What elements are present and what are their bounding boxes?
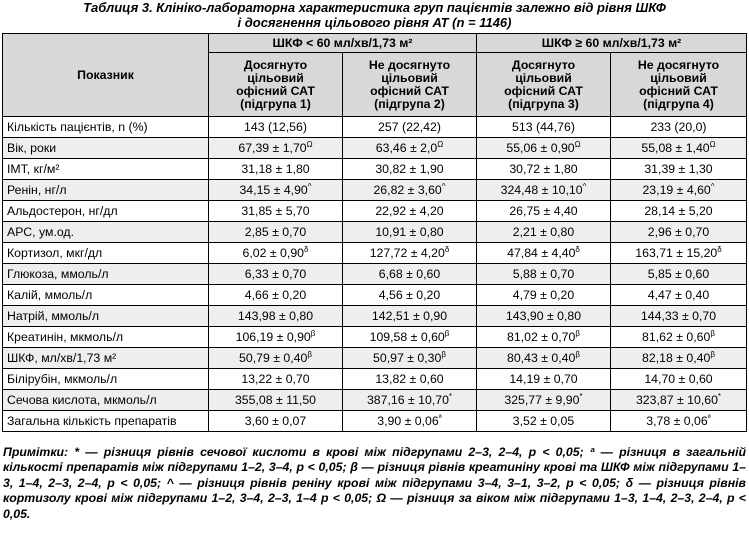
- cell-value: 10,91 ± 0,80: [375, 225, 444, 239]
- significance-mark: ^: [582, 181, 587, 191]
- row-label: Кортизол, мкг/дл: [3, 243, 209, 264]
- significance-mark: β: [307, 349, 312, 359]
- table-row: [3, 348, 747, 369]
- significance-mark: δ: [444, 244, 450, 254]
- table-row: [3, 222, 747, 243]
- cell-value: 22,92 ± 4,20: [375, 204, 444, 218]
- table-row: [3, 201, 747, 222]
- table-cell: [477, 117, 611, 138]
- header-subgroup-line: офісний САТ: [236, 83, 315, 98]
- table-cell: [209, 327, 343, 348]
- header-gfr-low: ШКФ < 60 мл/хв/1,73 м²: [209, 34, 477, 53]
- table-cell: [477, 201, 611, 222]
- cell-value: 143 (12,56): [244, 120, 307, 134]
- table-cell: [209, 138, 343, 159]
- table-row: [3, 159, 747, 180]
- row-label: Альдостерон, нг/дл: [3, 201, 209, 222]
- table-caption: [0, 0, 749, 30]
- row-label: Загальна кількість препаратів: [3, 411, 209, 432]
- table-cell: [343, 411, 477, 432]
- row-label: Сечова кислота, мкмоль/л: [3, 390, 209, 411]
- table-cell: [343, 285, 477, 306]
- cell-value: 6,33 ± 0,70: [244, 267, 307, 281]
- table-cell: [209, 159, 343, 180]
- header-subgroup-line: (підгрупа 4): [643, 96, 714, 111]
- significance-mark: Ω: [709, 139, 716, 149]
- header-subgroup-line: (підгрупа 1): [240, 96, 311, 111]
- header-subgroup-2: [343, 53, 477, 117]
- table-cell: [209, 390, 343, 411]
- table-cell: [343, 243, 477, 264]
- header-gfr-high: ШКФ ≥ 60 мл/хв/1,73 м²: [477, 34, 747, 53]
- significance-mark: Ω: [574, 139, 581, 149]
- cell-value: 4,66 ± 0,20: [244, 288, 307, 302]
- table-cell: [611, 180, 747, 201]
- row-label: Білірубін, мкмоль/л: [3, 369, 209, 390]
- row-label: ІМТ, кг/м²: [3, 159, 209, 180]
- significance-mark: β: [710, 328, 715, 338]
- cell-value: 6,02 ± 0,90: [242, 246, 304, 260]
- row-label: Вік, роки: [3, 138, 209, 159]
- header-subgroup-1: [209, 53, 343, 117]
- data-table: [2, 33, 747, 432]
- table-row: [3, 117, 747, 138]
- significance-mark: ^: [307, 181, 312, 191]
- cell-value: 23,19 ± 4,60: [642, 183, 711, 197]
- table-cell: [477, 285, 611, 306]
- table-cell: [611, 243, 747, 264]
- significance-mark: *: [717, 391, 722, 401]
- table-cell: [343, 138, 477, 159]
- significance-mark: Ω: [306, 139, 313, 149]
- table-cell: [611, 201, 747, 222]
- row-label: Натрій, ммоль/л: [3, 306, 209, 327]
- cell-value: 14,19 ± 0,70: [509, 372, 578, 386]
- table-cell: [209, 306, 343, 327]
- cell-value: 5,88 ± 0,70: [512, 267, 575, 281]
- header-subgroup-line: офісний САТ: [639, 83, 718, 98]
- cell-value: 4,79 ± 0,20: [512, 288, 575, 302]
- table-row: [3, 327, 747, 348]
- header-subgroup-line: цільовий: [381, 70, 438, 85]
- table-cell: [611, 285, 747, 306]
- table-cell: [611, 327, 747, 348]
- table-row: [3, 243, 747, 264]
- cell-value: 4,56 ± 0,20: [378, 288, 441, 302]
- table-cell: [477, 348, 611, 369]
- header-subgroup-line: Не досягнуто: [637, 57, 720, 72]
- cell-value: 47,84 ± 4,40: [507, 246, 576, 260]
- table-cell: [611, 138, 747, 159]
- header-subgroup-line: Досягнуто: [243, 57, 308, 72]
- cell-value: 106,19 ± 0,90: [235, 330, 311, 344]
- cell-value: 55,08 ± 1,40: [641, 141, 710, 155]
- table-cell: [611, 390, 747, 411]
- table-row: [3, 306, 747, 327]
- table-cell: [611, 159, 747, 180]
- header-subgroup-line: (підгрупа 3): [508, 96, 579, 111]
- header-subgroup-line: офісний САТ: [370, 83, 449, 98]
- significance-mark: *: [448, 391, 453, 401]
- table-cell: [611, 306, 747, 327]
- table-row: [3, 180, 747, 201]
- table-cell: [209, 201, 343, 222]
- cell-value: 81,02 ± 0,70: [507, 330, 576, 344]
- cell-value: 513 (44,76): [512, 120, 575, 134]
- significance-mark: ^: [441, 181, 446, 191]
- row-label: ШКФ, мл/хв/1,73 м²: [3, 348, 209, 369]
- table-cell: [209, 285, 343, 306]
- cell-value: 30,72 ± 1,80: [509, 162, 578, 176]
- table-cell: [343, 117, 477, 138]
- cell-value: 13,82 ± 0,60: [375, 372, 444, 386]
- caption-line-1: Таблиця 3. Клініко-лабораторна характеристика груп пацієнтів залежно від рівня ШКФ: [83, 0, 666, 15]
- table-cell: [209, 369, 343, 390]
- significance-mark: δ: [717, 244, 722, 254]
- cell-value: 34,15 ± 4,90: [239, 183, 308, 197]
- cell-value: 2,96 ± 0,70: [647, 225, 710, 239]
- table-cell: [611, 369, 747, 390]
- cell-value: 3,78 ± 0,06: [646, 414, 708, 428]
- table-cell: [477, 411, 611, 432]
- table-cell: [611, 117, 747, 138]
- significance-mark: δ: [304, 244, 309, 254]
- row-label: Креатинін, мкмоль/л: [3, 327, 209, 348]
- cell-value: 325,77 ± 9,90: [504, 393, 580, 407]
- table-cell: [209, 411, 343, 432]
- cell-value: 143,90 ± 0,80: [505, 309, 582, 323]
- table-cell: [343, 369, 477, 390]
- cell-value: 144,33 ± 0,70: [640, 309, 717, 323]
- cell-value: 81,62 ± 0,60: [642, 330, 711, 344]
- cell-value: 26,75 ± 4,40: [509, 204, 578, 218]
- table-cell: [209, 222, 343, 243]
- cell-value: 355,08 ± 11,50: [234, 393, 317, 407]
- table-row: [3, 285, 747, 306]
- table-cell: [611, 411, 747, 432]
- cell-value: 2,85 ± 0,70: [244, 225, 307, 239]
- cell-value: 50,97 ± 0,30: [373, 351, 442, 365]
- table-row: [3, 390, 747, 411]
- cell-value: 233 (20,0): [650, 120, 707, 134]
- cell-value: 3,90 ± 0,06: [377, 414, 439, 428]
- row-label: Ренін, нг/л: [3, 180, 209, 201]
- header-subgroup-line: цільовий: [247, 70, 304, 85]
- significance-mark: ª: [438, 412, 442, 422]
- header-subgroup-line: цільовий: [515, 70, 572, 85]
- table-cell: [477, 222, 611, 243]
- cell-value: 50,79 ± 0,40: [239, 351, 308, 365]
- cell-value: 14,70 ± 0,60: [644, 372, 713, 386]
- cell-value: 13,22 ± 0,70: [241, 372, 310, 386]
- table-cell: [343, 306, 477, 327]
- table-cell: [611, 264, 747, 285]
- cell-value: 387,16 ± 10,70: [366, 393, 449, 407]
- table-cell: [209, 180, 343, 201]
- row-label: Глюкоза, ммоль/л: [3, 264, 209, 285]
- caption-line-2: і досягнення цільового рівня АТ (n = 1146): [237, 15, 512, 30]
- cell-value: 143,98 ± 0,80: [237, 309, 314, 323]
- table-cell: [209, 348, 343, 369]
- table-cell: [343, 222, 477, 243]
- cell-value: 30,82 ± 1,90: [375, 162, 444, 176]
- table-cell: [611, 222, 747, 243]
- table-cell: [477, 159, 611, 180]
- table-cell: [343, 264, 477, 285]
- cell-value: 3,60 ± 0,07: [244, 414, 307, 428]
- table-row: [3, 264, 747, 285]
- cell-value: 63,46 ± 2,0: [375, 141, 438, 155]
- row-label: Калій, ммоль/л: [3, 285, 209, 306]
- table-cell: [477, 243, 611, 264]
- header-subgroup-line: цільовий: [650, 70, 707, 85]
- row-label: АРС, ум.од.: [3, 222, 209, 243]
- header-subgroup-line: офісний САТ: [504, 83, 583, 98]
- cell-value: 257 (22,42): [378, 120, 441, 134]
- significance-mark: *: [579, 391, 583, 401]
- table-cell: [343, 348, 477, 369]
- cell-value: 324,48 ± 10,10: [500, 183, 583, 197]
- table-cell: [477, 264, 611, 285]
- cell-value: 163,71 ± 15,20: [635, 246, 718, 260]
- header-subgroup-3: [477, 53, 611, 117]
- table-cell: [343, 327, 477, 348]
- cell-value: 6,68 ± 0,60: [378, 267, 441, 281]
- table-cell: [611, 348, 747, 369]
- significance-mark: β: [441, 349, 446, 359]
- cell-value: 67,39 ± 1,70: [238, 141, 307, 155]
- table-cell: [477, 180, 611, 201]
- header-subgroup-line: Не досягнуто: [368, 57, 451, 72]
- cell-value: 82,18 ± 0,40: [642, 351, 711, 365]
- table-cell: [209, 243, 343, 264]
- cell-value: 31,39 ± 1,30: [644, 162, 713, 176]
- table-row: [3, 138, 747, 159]
- significance-mark: β: [310, 328, 316, 338]
- cell-value: 5,85 ± 0,60: [647, 267, 710, 281]
- table-cell: [477, 138, 611, 159]
- cell-value: 142,51 ± 0,90: [371, 309, 448, 323]
- significance-mark: Ω: [437, 139, 444, 149]
- cell-value: 2,21 ± 0,80: [512, 225, 575, 239]
- table-cell: [477, 369, 611, 390]
- table-cell: [477, 327, 611, 348]
- cell-value: 4,47 ± 0,40: [647, 288, 710, 302]
- table-cell: [343, 390, 477, 411]
- cell-value: 55,06 ± 0,90: [506, 141, 575, 155]
- table-row: [3, 369, 747, 390]
- table-cell: [477, 306, 611, 327]
- header-indicator: Показник: [3, 34, 209, 117]
- significance-mark: δ: [575, 244, 580, 254]
- cell-value: 28,14 ± 5,20: [644, 204, 713, 218]
- cell-value: 109,58 ± 0,60: [369, 330, 445, 344]
- cell-value: 26,82 ± 3,60: [373, 183, 442, 197]
- significance-mark: β: [575, 349, 580, 359]
- significance-mark: ^: [710, 181, 715, 191]
- table-cell: [343, 201, 477, 222]
- table-row: [3, 411, 747, 432]
- significance-mark: β: [444, 328, 450, 338]
- header-subgroup-4: [611, 53, 747, 117]
- significance-mark: β: [575, 328, 580, 338]
- table-cell: [209, 264, 343, 285]
- table-cell: [343, 180, 477, 201]
- header-subgroup-line: Досягнуто: [511, 57, 576, 72]
- significance-mark: ª: [707, 412, 711, 422]
- table-cell: [209, 117, 343, 138]
- table-cell: [343, 159, 477, 180]
- cell-value: 127,72 ± 4,20: [369, 246, 445, 260]
- cell-value: 31,85 ± 5,70: [241, 204, 310, 218]
- header-subgroup-line: (підгрупа 2): [374, 96, 445, 111]
- cell-value: 80,43 ± 0,40: [507, 351, 576, 365]
- cell-value: 3,52 ± 0,05: [512, 414, 575, 428]
- table-cell: [477, 390, 611, 411]
- table-notes: Примітки: * — різниця рівнів сечової кислоти в крові між підгрупами 2–3, 2–4, р < 0,05; ª — різниця в загальній кількості препаратів між підгрупами 1–2, 3–4, р < 0,05; β — різниця рівнів креатиніну крові та ШКФ між підгрупами 1–3, 1–4, 2–3, 2–4, р < 0,05; ^ — різниця рівнів реніну крові між підгрупами 3–4, 3–1, 3–2, р < 0,05; δ — різниця рівнів кортизолу крові між підгрупами 1–2, 3–4, 2–3, 1–4 р < 0,05; Ω — різниця за віком між підгрупами 1–3, 1–4, 2–3, 2–4, р < 0,05.: [3, 445, 746, 521]
- row-label: Кількість пацієнтів, n (%): [3, 117, 209, 138]
- significance-mark: β: [710, 349, 715, 359]
- cell-value: 31,18 ± 1,80: [241, 162, 310, 176]
- cell-value: 323,87 ± 10,60: [635, 393, 718, 407]
